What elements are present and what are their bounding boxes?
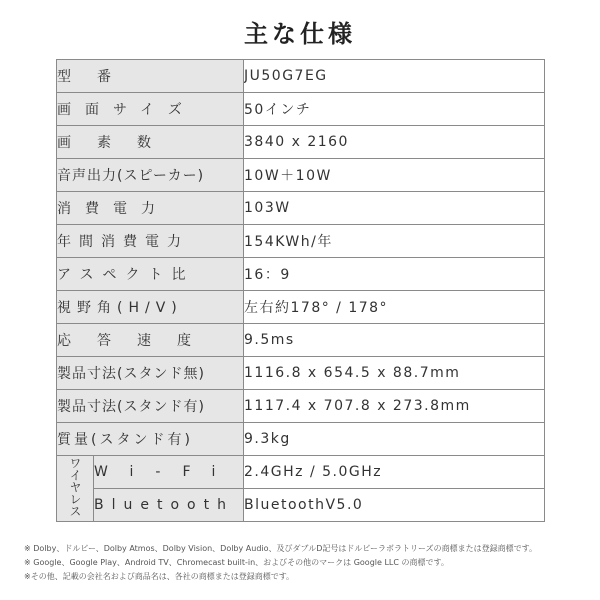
spec-label-power-consumption: 消費電力 (57, 192, 244, 225)
spec-label-audio-output: 音声出力(スピーカー) (57, 159, 244, 192)
spec-label-aspect-ratio: アスペクト比 (57, 258, 244, 291)
spec-value-bluetooth: BluetoothV5.0 (244, 489, 545, 522)
footnote-google: ※ Google、Google Play、Android TV、Chromecast built-in、およびその他のマークは Google LLC の商標です。 (24, 558, 449, 567)
spec-row-model (57, 60, 545, 93)
spec-label-bluetooth: Bluetooth (94, 489, 244, 522)
spec-label-dimensions-no-stand: 製品寸法(スタンド無) (57, 357, 244, 390)
spec-value-response-time: 9.5ms (244, 324, 545, 357)
page-title: 主な仕様 (244, 19, 356, 48)
spec-value-screen-size: 50インチ (244, 93, 545, 126)
spec-value-resolution: 3840 x 2160 (244, 126, 545, 159)
spec-label-dimensions-with-stand: 製品寸法(スタンド有) (57, 390, 244, 423)
spec-value-model: JU50G7EG (244, 60, 545, 93)
spec-value-dimensions-with-stand: 1117.4 x 707.8 x 273.8mm (244, 390, 545, 423)
spec-label-screen-size: 画面サイズ (57, 93, 244, 126)
spec-row-power-consumption (57, 192, 545, 225)
spec-value-audio-output: 10W＋10W (244, 159, 545, 192)
spec-value-viewing-angle: 左右約178° / 178° (244, 291, 545, 324)
spec-row-dimensions-with-stand (57, 390, 545, 423)
spec-label-annual-power: 年間消費電力 (57, 225, 244, 258)
spec-row-wifi (57, 456, 545, 489)
spec-row-resolution (57, 126, 545, 159)
spec-label-wifi: Wi-Fi (94, 456, 244, 489)
spec-row-weight (57, 423, 545, 456)
spec-value-wifi: 2.4GHz / 5.0GHz (244, 456, 545, 489)
spec-row-dimensions-no-stand (57, 357, 545, 390)
spec-row-annual-power (57, 225, 545, 258)
wireless-group-text: ワイヤレス (68, 456, 82, 517)
spec-table (56, 59, 545, 522)
spec-label-viewing-angle: 視野角(H/V) (57, 291, 244, 324)
spec-row-bluetooth (57, 489, 545, 522)
footnote-dolby: ※ Dolby、ドルビー、Dolby Atmos、Dolby Vision、Dolby Audio、及びダブルD記号はドルビーラボラトリーズの商標または登録商標です。 (24, 544, 538, 553)
spec-row-screen-size (57, 93, 545, 126)
wireless-group-label (57, 456, 94, 522)
spec-row-aspect-ratio (57, 258, 545, 291)
spec-value-aspect-ratio: 16：9 (244, 258, 545, 291)
spec-row-audio-output (57, 159, 545, 192)
spec-row-response-time (57, 324, 545, 357)
spec-row-viewing-angle (57, 291, 545, 324)
spec-value-dimensions-no-stand: 1116.8 x 654.5 x 88.7mm (244, 357, 545, 390)
spec-label-model: 型番 (57, 60, 244, 93)
spec-value-power-consumption: 103W (244, 192, 545, 225)
footnote-trademarks: ※その他、記載の会社名および商品名は、各社の商標または登録商標です。 (24, 572, 295, 581)
spec-label-resolution: 画素数 (57, 126, 244, 159)
spec-label-response-time: 応答速度 (57, 324, 244, 357)
spec-value-weight: 9.3kg (244, 423, 545, 456)
footnotes (24, 542, 584, 584)
spec-value-annual-power: 154KWh/年 (244, 225, 545, 258)
spec-label-weight: 質量(スタンド有) (57, 423, 244, 456)
